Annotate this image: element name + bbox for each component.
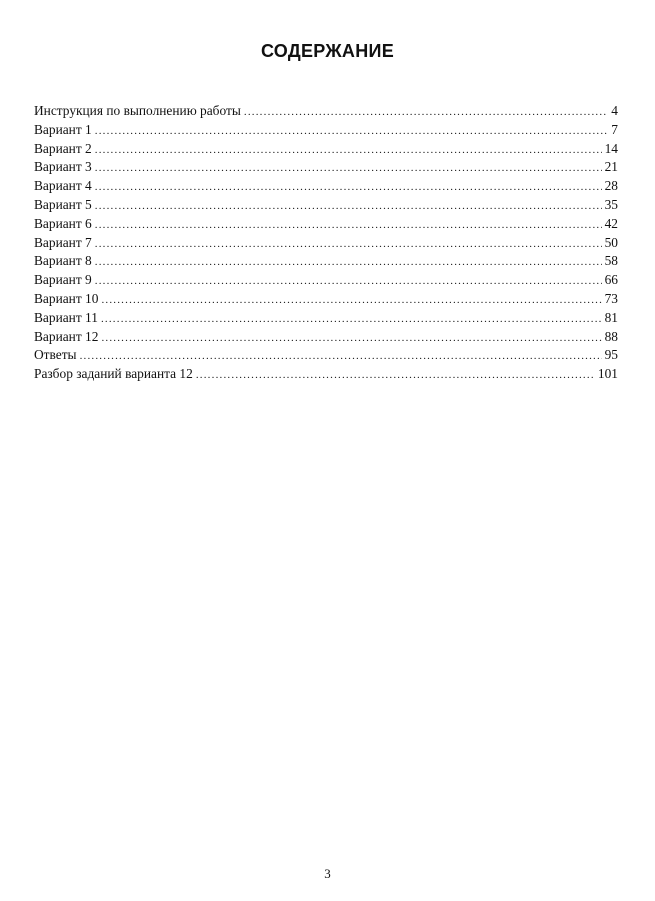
- toc-entry-label: Вариант 10: [34, 290, 99, 306]
- page-number: 3: [324, 866, 331, 881]
- toc-entry-page: 42: [604, 215, 618, 231]
- toc-entry-label: Вариант 9: [34, 272, 92, 288]
- toc-dot-leader: [101, 310, 602, 329]
- toc-dot-leader: [95, 216, 602, 235]
- toc-entry-page: 21: [604, 159, 618, 175]
- toc-dot-leader: [95, 159, 602, 178]
- toc-entry-label: Вариант 6: [34, 215, 92, 231]
- toc-dot-leader: [95, 197, 602, 216]
- toc-entry-variant-12: [34, 328, 618, 347]
- toc-entry-variant-1: [34, 121, 618, 140]
- page-title: СОДЕРЖАНИЕ: [260, 41, 395, 61]
- toc-entry-label: Вариант 7: [34, 234, 92, 250]
- toc-entry-page: 73: [604, 290, 618, 306]
- toc-dot-leader: [101, 329, 601, 348]
- toc-entry-variant-10: [34, 290, 618, 309]
- toc-entry-label: Вариант 12: [34, 328, 99, 344]
- toc-entry-variant-7: [34, 234, 618, 253]
- toc-entry-variant-11: [34, 309, 618, 328]
- toc-entry-label: Вариант 11: [34, 309, 98, 325]
- toc-entry-variant-5: [34, 196, 618, 215]
- toc-entry-page: 28: [604, 178, 618, 194]
- toc-entry-variant-2: [34, 140, 618, 159]
- toc-entry-instruction: [34, 102, 618, 121]
- toc-entry-label: Вариант 4: [34, 178, 92, 194]
- toc-entry-variant-9: [34, 271, 618, 290]
- table-of-contents: [34, 102, 618, 384]
- toc-entry-page: 58: [604, 253, 618, 269]
- toc-entry-variant-3: [34, 158, 618, 177]
- toc-entry-label: Разбор заданий варианта 12: [34, 366, 193, 382]
- toc-dot-leader: [244, 103, 608, 122]
- toc-entry-label: Вариант 1: [34, 121, 92, 137]
- toc-dot-leader: [95, 178, 602, 197]
- toc-entry-label: Вариант 3: [34, 159, 92, 175]
- toc-dot-leader: [95, 141, 602, 160]
- toc-entry-page: 101: [597, 366, 618, 382]
- toc-entry-label: Ответы: [34, 347, 77, 363]
- toc-entry-page: 50: [604, 234, 618, 250]
- toc-entry-answers: [34, 346, 618, 365]
- toc-entry-label: Вариант 8: [34, 253, 92, 269]
- toc-entry-variant-8: [34, 252, 618, 271]
- toc-dot-leader: [101, 291, 601, 310]
- toc-entry-label: Вариант 2: [34, 140, 92, 156]
- toc-entry-page: 88: [604, 328, 618, 344]
- toc-entry-label: Вариант 5: [34, 196, 92, 212]
- toc-entry-label: Инструкция по выполнению работы: [34, 103, 241, 118]
- toc-entry-page: 35: [604, 196, 618, 212]
- toc-dot-leader: [95, 235, 602, 254]
- toc-entry-variant-6: [34, 215, 618, 234]
- toc-dot-leader: [196, 366, 595, 385]
- toc-entry-page: 14: [604, 140, 618, 156]
- toc-entry-page: 7: [611, 121, 618, 137]
- toc-entry-page: 66: [604, 272, 618, 288]
- toc-entry-variant-4: [34, 177, 618, 196]
- toc-dot-leader: [95, 272, 602, 291]
- toc-entry-page: 95: [604, 347, 618, 363]
- toc-entry-page: 81: [604, 309, 618, 325]
- toc-dot-leader: [80, 347, 602, 366]
- toc-dot-leader: [95, 122, 609, 141]
- toc-entry-page: 4: [611, 103, 618, 118]
- toc-entry-analysis: [34, 365, 618, 384]
- toc-dot-leader: [95, 253, 602, 272]
